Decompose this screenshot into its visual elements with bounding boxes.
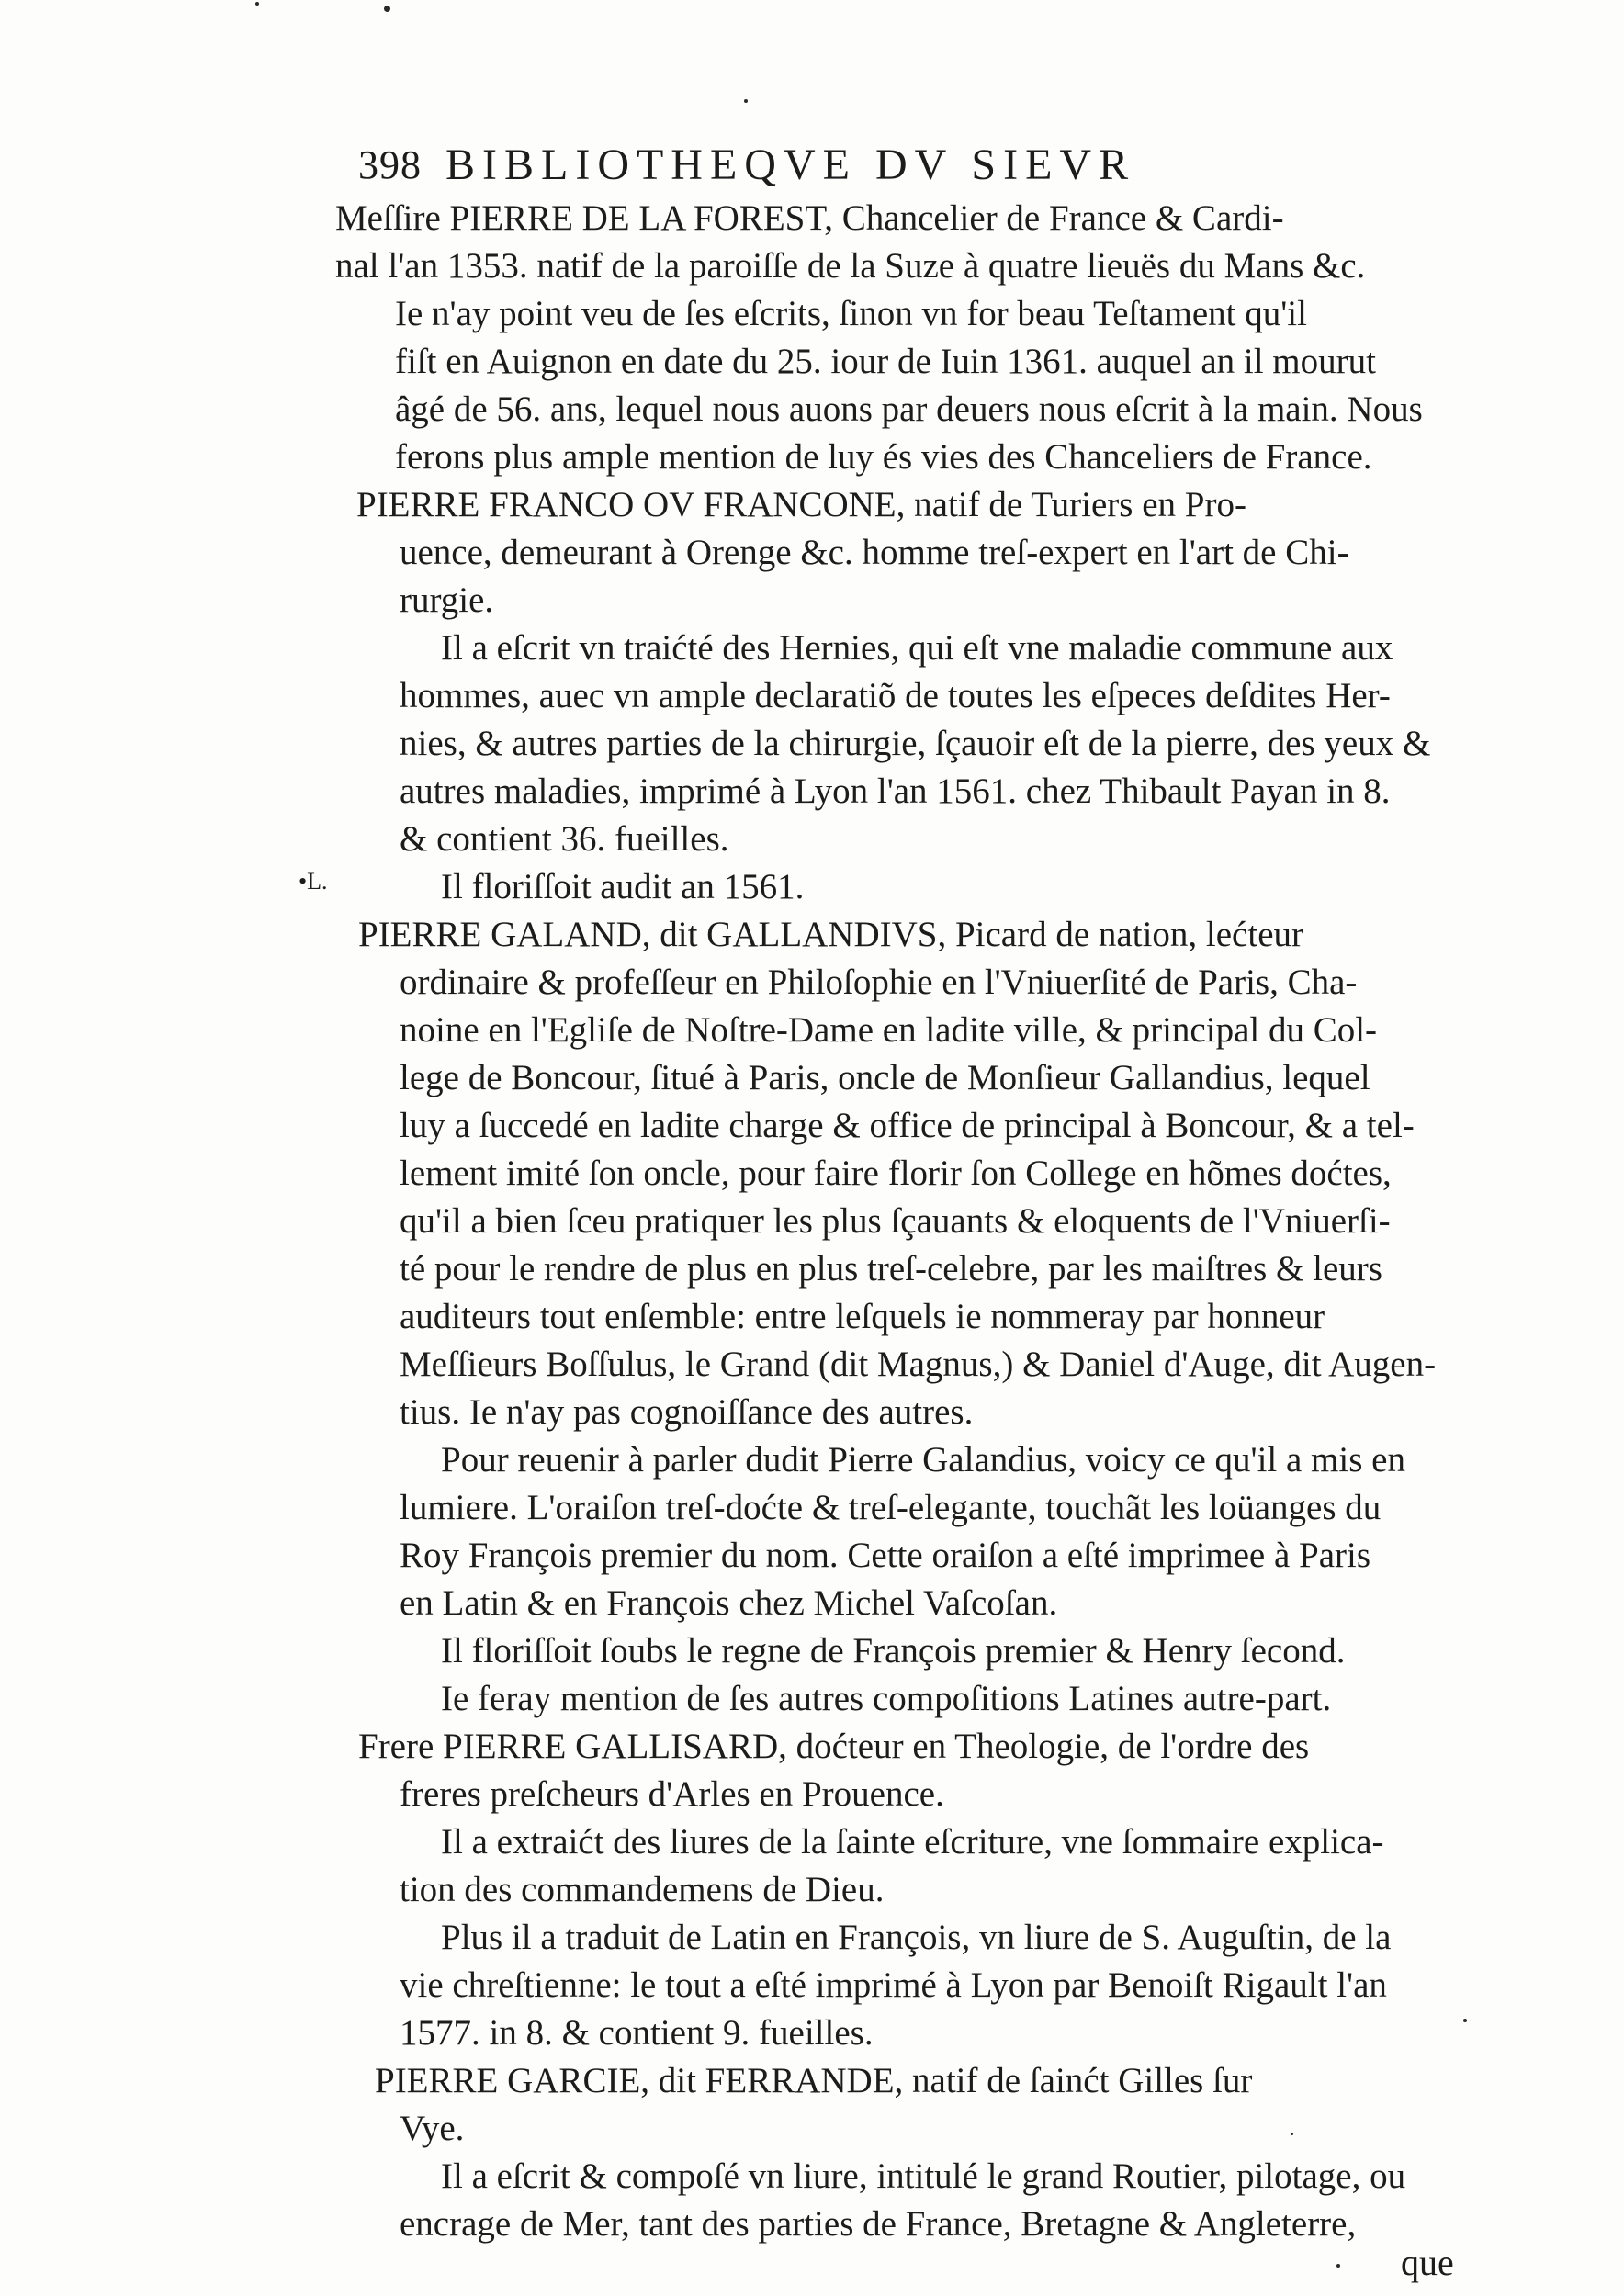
text-line: Pour reuenir à parler dudit Pierre Galandius, voicy ce qu'il a mis en <box>441 1440 1405 1480</box>
text-line: tion des commandemens de Dieu. <box>400 1870 885 1909</box>
text-line: Meſſieurs Boſſulus, le Grand (dit Magnus,) & Daniel d'Auge, dit Augen- <box>400 1345 1437 1384</box>
text-line: nal l'an 1353. natif de la paroiſſe de la Suze à quatre lieuës du Mans &c. <box>335 246 1366 286</box>
text-line: PIERRE GALAND, dit GALLANDIVS, Picard de nation, lećteur <box>358 915 1303 954</box>
text-line: auditeurs tout enſemble: entre leſquels ie nommeray par honneur <box>400 1297 1325 1336</box>
text-line: luy a ſuccedé en ladite charge & office de principal à Boncour, & a tel- <box>400 1106 1415 1145</box>
text-line: tius. Ie n'ay pas cognoiſſance des autres. <box>400 1392 974 1432</box>
text-line: Frere PIERRE GALLISARD, dоćteur en Theologie, de l'ordre des <box>358 1727 1310 1766</box>
text-line: Plus il a traduit de Latin en François, vn liure de S. Auguſtin, de la <box>441 1918 1392 1957</box>
text-line: lumiere. L'oraiſon treſ-dоćte & treſ-elegante, touchãt les loüanges du <box>400 1488 1382 1527</box>
text-line: lement imité ſon oncle, pour faire florir ſon College en hõmes dоćtes, <box>400 1154 1392 1193</box>
page-header <box>358 138 1277 193</box>
text-line: Il floriſſoit audit an 1561. <box>441 867 805 906</box>
ink-speck <box>744 99 748 103</box>
ink-speck <box>1291 2133 1293 2135</box>
text-line: âgé de 56. ans, lequel nous auons par deuers nous eſcrit à la main. Nous <box>395 389 1423 429</box>
margin-note: •L. <box>299 868 328 895</box>
text-line: Vye. <box>400 2109 465 2148</box>
text-line: ordinaire & profeſſeur en Philoſophie en l'Vniuerſité de Paris, Cha- <box>400 962 1358 1002</box>
text-line: PIERRE FRANCO OV FRANCONE, natif de Turiers en Pro- <box>356 485 1246 524</box>
text-line: encrage de Mer, tant des parties de France, Bretagne & Angleterre, <box>400 2204 1357 2244</box>
text-line: Il a eſcrit & compoſé vn liure, intitulé le grand Routier, pilotage, ou <box>441 2156 1406 2196</box>
text-line: Roy François premier du nom. Cette oraiſon a eſté imprimee à Paris <box>400 1536 1371 1575</box>
text-line: fiſt en Auignon en date du 25. iour de Iuin 1361. auquel an il mourut <box>395 342 1376 381</box>
text-line: 1577. in 8. & contient 9. fueilles. <box>400 2013 874 2053</box>
text-line: autres maladies, imprimé à Lyon l'an 1561. chez Thibault Payan in 8. <box>400 771 1391 811</box>
text-line: & contient 36. fueilles. <box>400 819 729 859</box>
text-line: noine en l'Egliſe de Noſtre-Dame en ladite ville, & principal du Col- <box>400 1010 1378 1050</box>
text-line: hommes, auec vn ample declaratiõ de toutes les eſpeces deſdites Her- <box>400 676 1391 715</box>
text-line: uence, demeurant à Orenge &c. homme treſ-expert en l'art de Chi- <box>400 533 1349 572</box>
running-title: BIBLIOTHEQVE DV SIEVR <box>445 141 1136 189</box>
text-line: Il a extraićt des liures de la ſainte eſcriture, vne ſommaire explica- <box>441 1822 1384 1862</box>
text-line: Il a eſcrit vn traićté des Hernies, qui eſt vne maladie commune aux <box>441 628 1393 668</box>
text-line: lege de Boncour, ſitué à Paris, oncle de Monſieur Gallandius, lequel <box>400 1058 1370 1097</box>
text-line: freres preſcheurs d'Arles en Prouence. <box>400 1774 944 1814</box>
ink-speck <box>255 2 259 6</box>
text-line: PIERRE GARCIE, dit FERRANDE, natif de ſainćt Gilles ſur <box>375 2061 1253 2100</box>
catchword: que <box>1401 2242 1454 2283</box>
text-line: vie chreſtienne: le tout a eſté imprimé à Lyon par Benoiſt Rigault l'an <box>400 1965 1387 2005</box>
page-number: 398 <box>358 142 422 187</box>
text-line: Il floriſſoit ſoubs le regne de François premier & Henry ſecond. <box>441 1631 1346 1671</box>
text-line: nies, & autres parties de la chirurgie, ſçauoir eſt de la pierre, des yeux & <box>400 724 1431 763</box>
text-line: Ie feray mention de ſes autres compoſitions Latines autre-part. <box>441 1679 1332 1718</box>
text-line: Meſſire PIERRE DE LA FOREST, Chancelier de France & Cardi- <box>335 198 1284 238</box>
text-line: qu'il a bien ſceu pratiquer les plus ſçauants & eloquents de l'Vniuerſi- <box>400 1201 1391 1241</box>
text-line: en Latin & en François chez Michel Vaſcoſan. <box>400 1583 1058 1623</box>
ink-speck <box>384 6 390 12</box>
text-line: ferons plus ample mention de luy és vies des Chanceliers de France. <box>395 437 1372 477</box>
ink-speck <box>1336 2264 1340 2268</box>
text-line: rurgie. <box>400 580 494 620</box>
text-line: té pour le rendre de plus en plus treſ-celebre, par les maiſtres & leurs <box>400 1249 1382 1289</box>
text-line: Ie n'ay point veu de ſes eſcrits, ſinon vn for beau Teſtament qu'il <box>395 294 1307 333</box>
ink-speck <box>1463 2019 1467 2022</box>
